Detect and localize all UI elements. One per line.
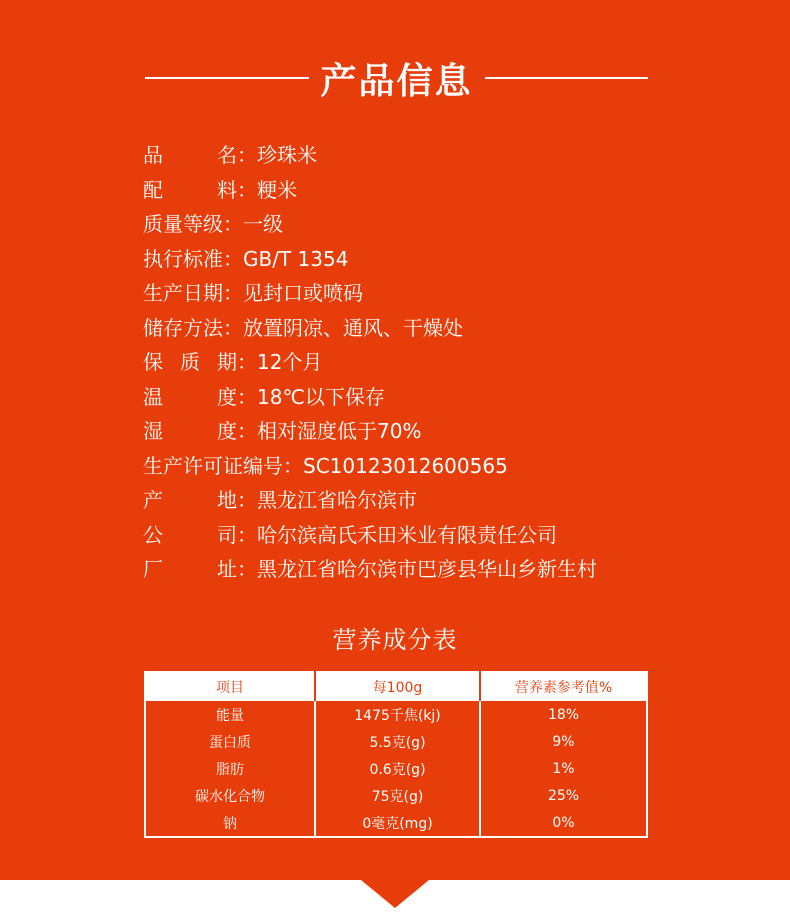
info-value: 见封口或喷码	[243, 281, 363, 305]
info-label-part: 公	[143, 522, 163, 547]
title-right-divider	[485, 77, 649, 79]
nutrient-name: 蛋白质	[209, 734, 251, 751]
info-value: 18℃以下保存	[257, 384, 385, 409]
nutrient-amount: 1475千焦(kj)	[315, 701, 480, 728]
table-row	[145, 755, 647, 782]
info-separator: ：	[237, 177, 257, 202]
info-label	[143, 276, 223, 311]
section-header	[145, 50, 648, 106]
page-title: 产品信息	[320, 60, 473, 102]
info-label-part: 产	[143, 488, 163, 512]
info-value: 珍珠米	[257, 143, 317, 167]
info-row	[143, 345, 743, 380]
info-separator: ：	[237, 522, 257, 547]
nutrient-nrv: 0%	[480, 809, 647, 837]
info-row	[143, 483, 743, 518]
info-value: GB/T 1354	[243, 246, 349, 271]
nutrient-nrv: 18%	[480, 701, 647, 728]
info-separator: ：	[237, 384, 257, 409]
table-row	[145, 701, 647, 728]
nutrient-nrv: 1%	[480, 755, 647, 782]
info-label-part: 址	[217, 557, 237, 581]
info-row	[143, 173, 743, 208]
info-label-part: 地	[217, 488, 237, 512]
info-separator: ：	[223, 315, 243, 340]
info-separator: ：	[237, 350, 257, 374]
info-label	[143, 380, 237, 415]
table-row	[145, 782, 647, 809]
info-label	[143, 414, 237, 449]
info-label	[143, 242, 223, 277]
title-left-divider	[145, 77, 309, 79]
info-value: 粳米	[257, 177, 297, 202]
nutrition-header-row	[145, 672, 647, 701]
info-value: 一级	[243, 212, 283, 236]
info-label-part: 料	[217, 177, 237, 202]
info-label-part: 度	[217, 419, 237, 443]
info-label	[143, 483, 237, 518]
header-item: 项目	[145, 672, 315, 701]
info-row	[143, 276, 743, 311]
nutrient-name: 能量	[216, 707, 244, 724]
info-separator: ：	[223, 212, 243, 236]
info-label-part: 度	[217, 384, 237, 409]
info-label-part: 名	[217, 143, 237, 167]
info-label-part: 质量等级	[143, 212, 223, 236]
info-label	[143, 207, 223, 242]
info-separator: ：	[283, 453, 303, 478]
info-label-part: 储存方法	[143, 315, 223, 340]
info-row	[143, 380, 743, 415]
info-value: 12个月	[257, 350, 323, 374]
nutrient-name: 脂肪	[216, 761, 244, 778]
nutrient-amount: 75克(g)	[315, 782, 480, 809]
header-nrv: 营养素参考值%	[480, 672, 647, 701]
table-row	[145, 728, 647, 755]
info-label	[143, 552, 237, 587]
info-value: SC10123012600565	[303, 453, 508, 478]
nutrient-name: 碳水化合物	[195, 788, 265, 805]
info-row	[143, 207, 743, 242]
info-label	[143, 449, 283, 484]
info-row	[143, 449, 743, 484]
info-label-part: 生产日期	[143, 281, 223, 305]
nutrient-nrv: 25%	[480, 782, 647, 809]
header-per-100g: 每100g	[315, 672, 480, 701]
info-label	[143, 138, 237, 173]
info-value: 放置阴凉、通风、干燥处	[243, 315, 463, 340]
info-row	[143, 242, 743, 277]
info-value: 哈尔滨高氏禾田米业有限责任公司	[257, 522, 557, 547]
info-label	[143, 518, 237, 553]
info-separator: ：	[237, 488, 257, 512]
info-label-part: 温	[143, 384, 163, 409]
nutrition-table	[144, 671, 648, 838]
info-label-part: 湿	[143, 419, 163, 443]
info-separator: ：	[223, 281, 243, 305]
nutrient-amount: 5.5克(g)	[315, 728, 480, 755]
info-separator: ：	[237, 419, 257, 443]
info-label-part: 厂	[143, 557, 163, 581]
info-label	[143, 173, 237, 208]
info-label-part: 质	[180, 350, 200, 374]
info-separator: ：	[237, 143, 257, 167]
nutrient-name: 钠	[223, 815, 237, 832]
info-label-part: 执行标准	[143, 246, 223, 271]
product-info-list	[143, 138, 743, 587]
info-separator: ：	[223, 246, 243, 271]
nutrient-amount: 0.6克(g)	[315, 755, 480, 782]
nutrition-table-title: 营养成分表	[332, 626, 458, 654]
info-value: 相对湿度低于70%	[257, 419, 422, 443]
bottom-notch	[361, 880, 429, 908]
info-row	[143, 311, 743, 346]
info-label	[143, 345, 237, 380]
info-label-part: 配	[143, 177, 163, 202]
info-row	[143, 518, 743, 553]
nutrient-amount: 0毫克(mg)	[315, 809, 480, 837]
table-row	[145, 809, 647, 837]
info-label-part: 生产许可证编号	[143, 453, 283, 478]
info-label-part: 保	[143, 350, 163, 374]
info-row	[143, 138, 743, 173]
nutrient-nrv: 9%	[480, 728, 647, 755]
info-row	[143, 414, 743, 449]
info-label-part: 期	[217, 350, 237, 374]
info-value: 黑龙江省哈尔滨市	[257, 488, 417, 512]
info-row	[143, 552, 743, 587]
info-separator: ：	[237, 557, 257, 581]
info-label-part: 司	[217, 522, 237, 547]
info-value: 黑龙江省哈尔滨市巴彦县华山乡新生村	[257, 557, 597, 581]
info-label	[143, 311, 223, 346]
info-label-part: 品	[143, 143, 163, 167]
